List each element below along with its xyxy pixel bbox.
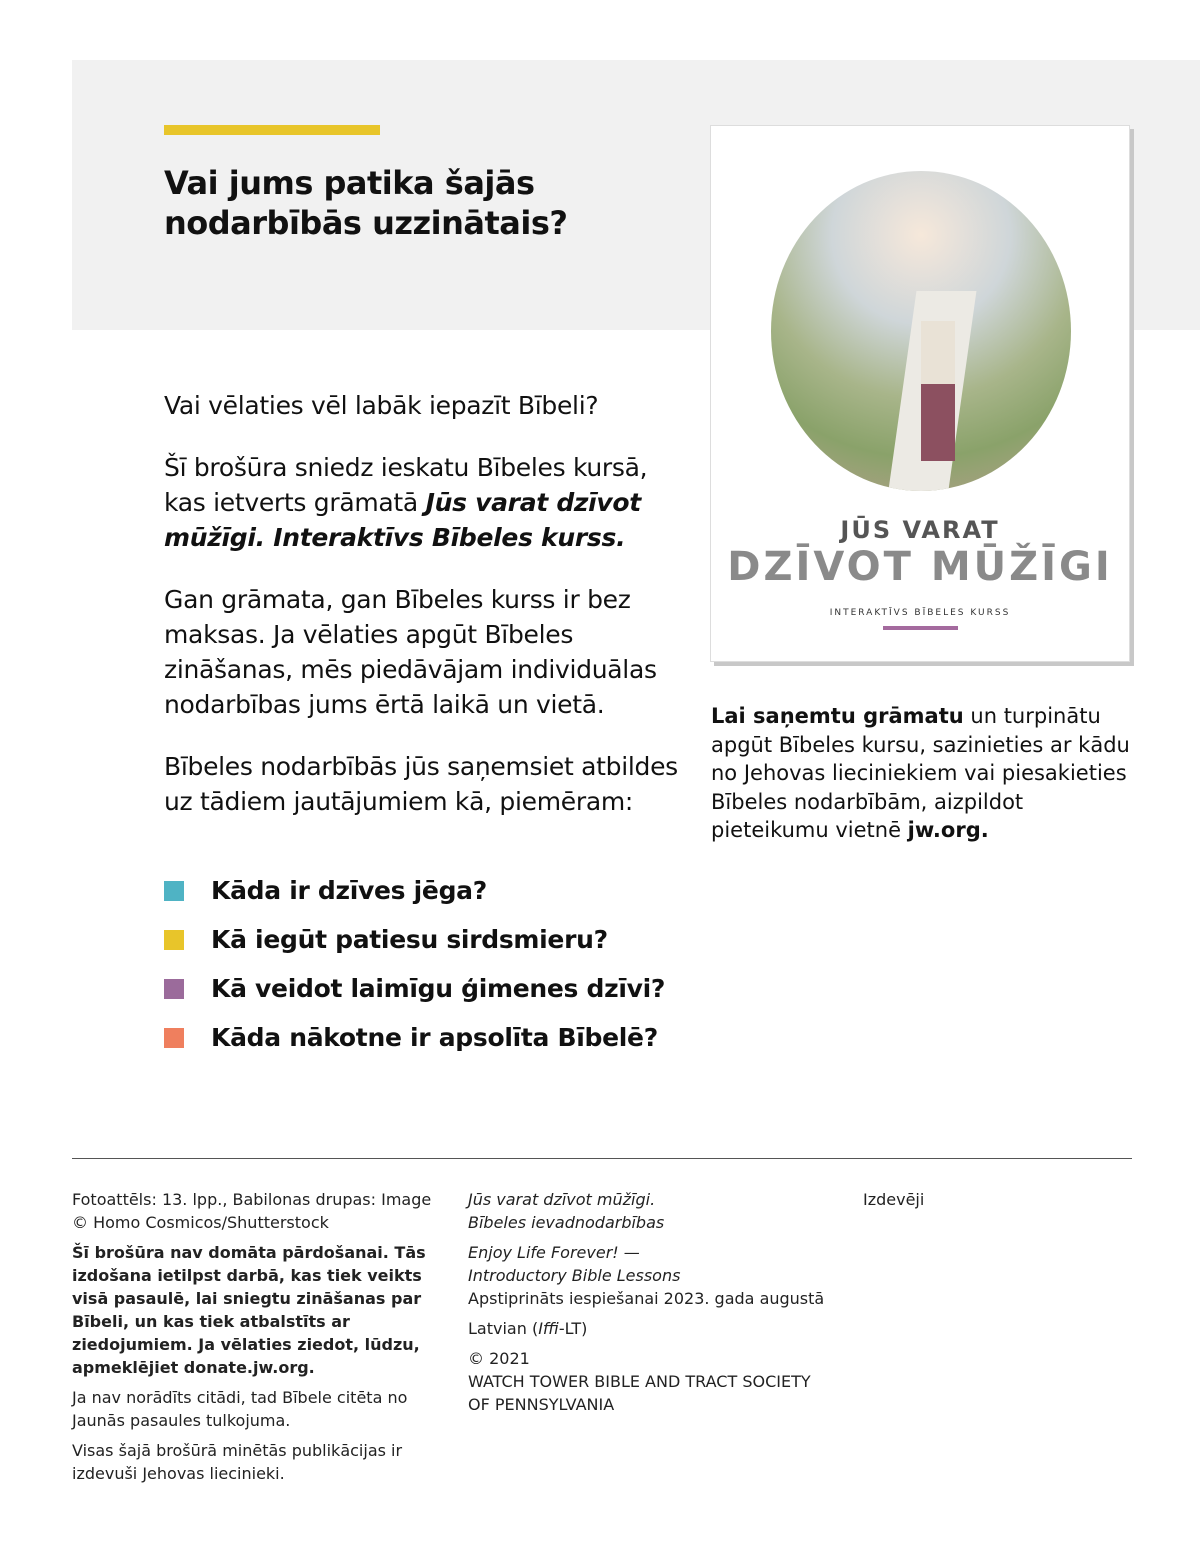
notice: Šī brošūra nav domāta pārdošanai. Tās izdošana ietilpst darbā, kas tiek veikts visā pasaulē, lai sniegtu zināšanas par Bībeli, un kas tiek atbalstīts ar ziedojumiem. Ja vēlaties ziedot, lūdzu, apmeklējiet donate.jw.org. [72,1243,426,1377]
book-title: Jūs varat dzīvot mūžīgi. Interaktīvs Bībeles kurss. [164,488,641,552]
bullet-square [164,1028,184,1048]
list-item [164,866,704,915]
page-title: Vai jums patika šajās nodarbībās uzzinātais? [164,164,568,242]
list-item [164,964,704,1013]
text: un turpinātu apgūt Bībeles kursu, sazinieties ar kādu no Jehovas lieciniekiem vai piesakieties Bībeles nodarbībām, aizpildot pieteikumu vietnē [711,704,1130,842]
translation-note: Ja nav norādīts citādi, tad Bībele citēta no Jaunās pasaules tulkojuma. [72,1388,408,1430]
bullet-square [164,930,184,950]
cover-title: DZĪVOT MŪŽĪGI [727,544,1113,590]
photo-credit: Fotoattēls: 13. lpp., Babilonas drupas: Image © Homo Cosmicos/Shutterstock [72,1190,432,1232]
copyright: © 2021 [468,1349,530,1368]
text: Lai saņemtu grāmatu [711,704,964,728]
cover-accent [883,626,958,630]
contact-text [711,702,1131,845]
text: -LT) [558,1319,588,1338]
bullet-square [164,881,184,901]
list-item [164,1013,704,1062]
paragraph: Bībeles nodarbībās jūs saņemsiet atbildes uz tādiem jautājumiem kā, piemēram: [164,752,678,816]
accent-bar [164,125,380,135]
title-en: Enjoy Life Forever! —Introductory Bible Lessons [468,1243,681,1285]
paragraph: Gan grāmata, gan Bībeles kurss ir bez maksas. Ja vēlaties apgūt Bībeles zināšanas, mēs piedāvājam individuālas nodarbības jums ērtā laikā un vietā. [164,585,657,719]
question: Kāda ir dzīves jēga? [211,876,487,905]
language [468,1317,828,1340]
approval: Apstiprināts iespiešanai 2023. gada augustā [468,1289,825,1308]
cover-subtitle: INTERAKTĪVS BĪBELES KURSS [829,608,1011,618]
title-lv: Jūs varat dzīvot mūžīgi. Bībeles ievadnodarbības [468,1190,665,1232]
publisher-note: Visas šajā brošūrā minētās publikācijas ir izdevuši Jehovas liecinieki. [72,1441,403,1483]
book-cover [710,125,1130,662]
text: Latvian ( [468,1319,539,1338]
question: Kā veidot laimīgu ģimenes dzīvi? [211,974,666,1003]
text: Iffi [538,1319,559,1338]
footer-col2 [468,1188,828,1423]
question: Kāda nākotne ir apsolīta Bībelē? [211,1023,658,1052]
text: Šī brošūra sniedz ieskatu Bībeles kursā, kas ietverts grāmatā [164,453,648,517]
footer-col1 [72,1188,432,1492]
list-item [164,915,704,964]
cover-illustration [771,171,1071,491]
paragraph: Vai vēlaties vēl labāk iepazīt Bībeli? [164,391,599,420]
body-text [164,388,694,846]
footer-col3 [863,1188,924,1218]
divider [72,1158,1132,1159]
question-list [164,866,704,1062]
cover-line1: JŪS VARAT [840,516,1000,544]
publishers-label: Izdevēji [863,1190,925,1209]
website-link[interactable]: jw.org. [907,818,989,842]
question: Kā iegūt patiesu sirdsmieru? [211,925,608,954]
paragraph [164,450,694,555]
bullet-square [164,979,184,999]
society: WATCH TOWER BIBLE AND TRACT SOCIETY OF PENNSYLVANIA [468,1372,811,1414]
